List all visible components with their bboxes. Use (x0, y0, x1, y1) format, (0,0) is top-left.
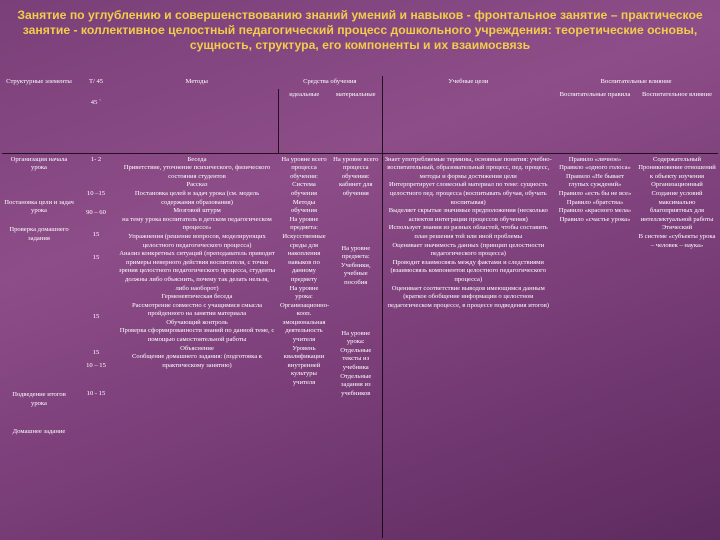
header-means: Средства обучения (303, 78, 357, 85)
means-ideal-cell (278, 153, 330, 538)
structural-item: Организация начала урока (10, 155, 68, 172)
method-item: Мозговой штурм (173, 207, 221, 215)
time-item: 10 – 15 (86, 361, 106, 369)
goal-item: Интерпретирует словесный материал по теме: сущность целостного пед. процесса (воспитывать обучая, обучать воспитывая) (389, 181, 548, 206)
rule-item: Правило «одного голоса» (559, 164, 631, 172)
means-ideal-item: На уровне предмета: (289, 215, 319, 232)
method-item: Рассказ (186, 181, 208, 189)
goal-item: Оценивает соответствие выводов имеющимся данным (краткое обобщение информации о целостном педагогическом процессе, в процессе подведения итогов) (387, 284, 550, 309)
upbringing-influence-cell (636, 153, 718, 538)
goal-item: Проводит взаимосвязь между фактами и следствиями (взаимосвязь компонентов целостного педагогического процесса) (390, 258, 546, 283)
upbringing-rules-cell (554, 153, 636, 538)
header-methods: Методы (116, 76, 278, 153)
means-material-item: Отдельные задания из учебников (340, 372, 372, 397)
means-material-cell (330, 153, 382, 538)
influence-item: Создание условий максимально благоприятных для интеллектуальной работы (640, 189, 714, 223)
rule-item: Правило «братства» (566, 198, 624, 206)
rule-item: Правило «красного мела» (558, 207, 632, 215)
header-upbringing-influence: Воспитательное влияние (636, 89, 718, 154)
goal-item: Использует знания из разных областей, чтобы составить план решения той или иной проблемы (388, 224, 548, 240)
goal-item: Оценивает значимость данных (принцип целостности педагогического процесса) (392, 241, 545, 258)
rule-item: Правило «Не бывает глупых суждений» (565, 172, 625, 189)
method-item: Обучающий контроль (166, 318, 228, 326)
influence-item: Организационный (651, 181, 703, 189)
time-item: 15 (92, 349, 100, 357)
structural-item: Проверка домашнего задания (9, 225, 69, 242)
method-item: Объяснение (180, 344, 214, 352)
header-means-material: материальные (330, 89, 382, 154)
method-item: на тему урока воспитатель в детском педагогическом процессе» (122, 215, 272, 232)
method-item: Приветствие, уточнение психического, физического состояния студентов (123, 164, 271, 180)
goals-cell (382, 153, 554, 538)
goal-item: Выделяет скрытые значимые предположения (несколько аспектов интеграции процессов обучения) (388, 207, 548, 223)
rule-item: Правило «личное» (568, 155, 622, 163)
influence-item: Проникновение отношений к объекту изучения (638, 164, 716, 180)
header-structural: Структурные элементы (2, 76, 76, 153)
means-material-item: На уровне всего процесса обучения: кабинет для обучения (333, 155, 379, 197)
structural-item: Постановка цели и задач урока (4, 198, 74, 215)
means-ideal-item: На уровне урока: (289, 284, 319, 301)
rule-item: Правило «есть бы не все» (558, 189, 632, 197)
influence-item: Содержательный (653, 155, 701, 163)
time-item: 90 – 60 (86, 208, 106, 216)
means-ideal-item: Уровень квалификации внутренней культуры учителя (283, 344, 325, 387)
means-material-item: На уровне предмета: Учебники, учебные пособия (340, 244, 371, 286)
time-cell (76, 153, 116, 538)
header-means-ideal: идеальные (278, 89, 330, 154)
time-item: 10 –15 (86, 190, 106, 198)
header-upbringing: Воспитательные влияние (600, 78, 672, 85)
rule-item: Правило «счастье урока» (559, 215, 631, 223)
time-item: 10 - 15 (86, 390, 106, 398)
slide-title: Занятие по углублению и совершенствованию знаний умений и навыков - фронтальное занятие – практическое занятие - коллективное целостный педагогический процесс дошкольного учреждения: теоретические основы, сущность, структура, его компоненты и их взаимосвязь (17, 8, 703, 52)
header-time: Т/ 45 45 ` (76, 76, 116, 153)
structural-cell (2, 153, 76, 538)
influence-item: Этический (661, 224, 693, 232)
means-material-item: На уровне урока: Отдельные тексты из учебника (340, 329, 372, 371)
means-ideal-item: На уровне всего процесса обучения: (281, 155, 327, 180)
means-ideal-item: Система обучения (290, 181, 318, 197)
method-item: Анализ конкретных ситуаций (преподаватель приводит примеры неверного действия воспитателя, с точки зрения целостного педагогического процесса, студенты должны либо объяснить, почему так делать нельзя, либо наоборот) (118, 250, 276, 292)
means-ideal-item: Организационно-кооп. эмоциональная деятельность учителя (280, 301, 330, 344)
influence-item: В системе «субъекты урока – человек – наука» (638, 232, 716, 249)
time-item: 15 (92, 312, 100, 320)
method-item: Беседа (187, 155, 207, 163)
method-item: Постановка целей и задач урока (см. модель содержания образования) (134, 189, 260, 206)
means-ideal-item: Методы обучения (290, 198, 318, 215)
goal-item: Знает употребляемые термины, основные понятия: учебно-воспитательный, образовательный процесс, пед. процесс, методы и формы достижения цели (384, 155, 552, 180)
header-upbringing-rules: Воспитательные правила (554, 89, 636, 154)
method-item: Проверка сформированности знаний по данной теме, с помощью самостоятельной работы (119, 327, 275, 344)
method-item: Упражнения (решение вопросов, моделирующих целостного педагогического процесса) (128, 232, 266, 249)
time-item: 15 (92, 231, 100, 239)
structural-item: Домашнее задание (12, 428, 66, 436)
methods-cell (116, 153, 278, 538)
structural-item: Подведение итогов урока (12, 391, 66, 407)
method-item: Рассмотрение совместно с учащимися смысла пройденного на занятии материала (131, 301, 263, 318)
time-item: 1- 2 (90, 155, 102, 163)
means-ideal-item: Искусственные среды для накопления навыков по данному предмету (282, 232, 326, 283)
time-item: 15 (92, 253, 100, 261)
header-goals: Учебные цели (382, 76, 554, 153)
lesson-structure-table (2, 76, 718, 538)
method-item: Сообщение домашнего задания: (подготовка к практическому занятию) (132, 353, 262, 369)
method-item: Герменевтическая беседа (161, 293, 233, 301)
